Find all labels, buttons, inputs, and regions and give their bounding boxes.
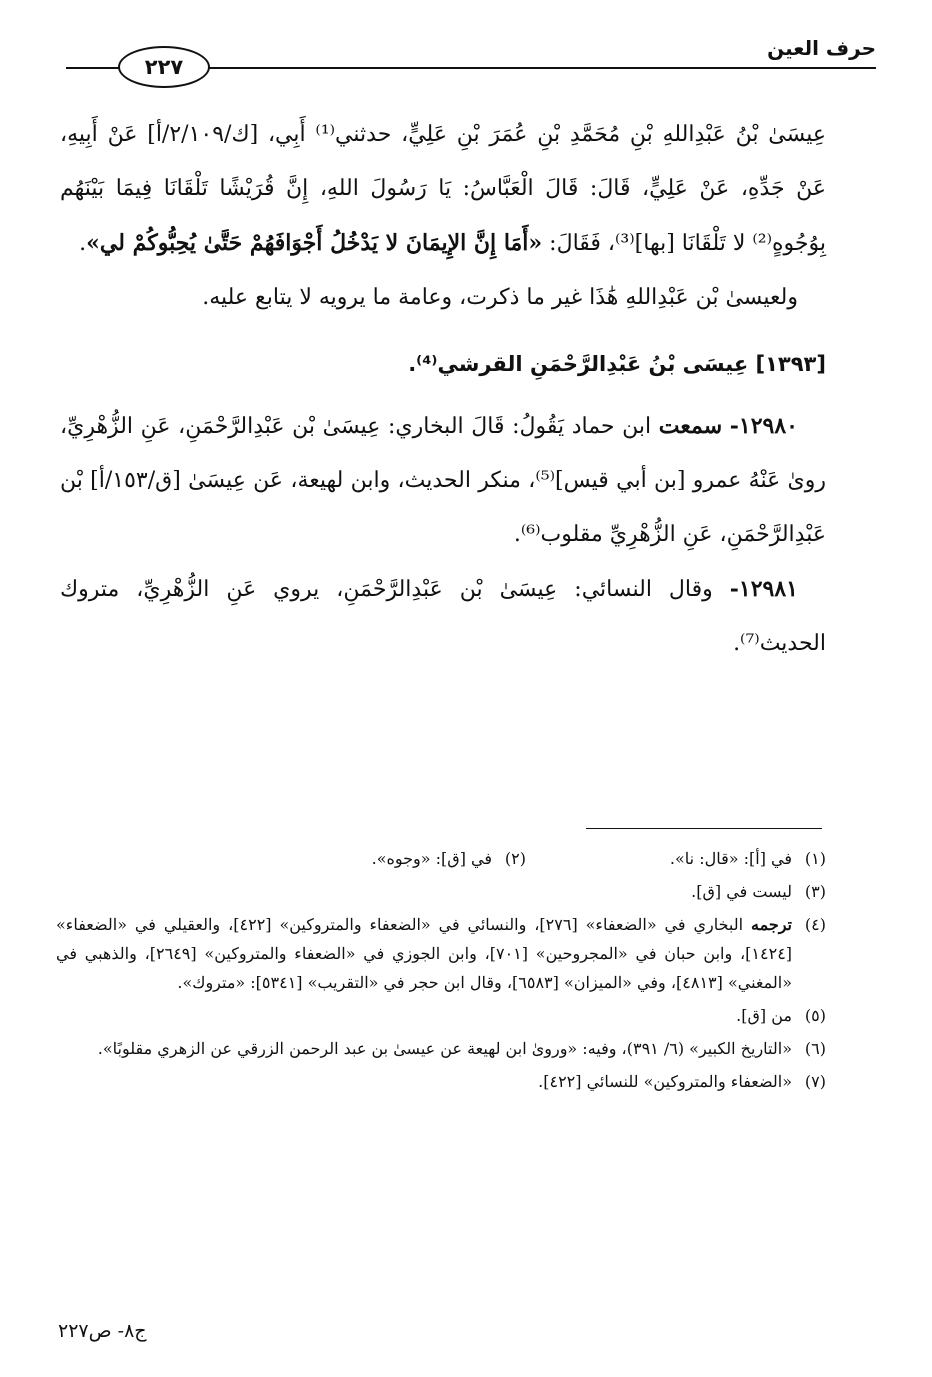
footnote-2-number: (٢) [504,849,526,868]
paragraph-1 [60,108,826,271]
footnote-5-number: (٥) [804,1006,826,1025]
footnote-3-number: (٣) [804,882,826,901]
page-number-oval [118,46,210,88]
footnote-6-number: (٦) [804,1039,826,1058]
footnote-rule [586,828,822,829]
footnote-4-body [56,910,792,997]
entry-12980 [60,399,826,562]
footnote-4-lead: ترجمه [751,915,792,934]
footnote-3 [56,877,826,906]
paragraph-1-end: . [79,231,87,256]
entry-12981-number: ١٢٩٨١- [729,576,798,602]
volume-page-reference: ج٨- ص٢٢٧ [58,1320,147,1342]
entry-12980-number: ١٢٩٨٠- [729,413,798,439]
paragraph-1-text: عِيسَىٰ بْنُ عَبْدِاللهِ بْنِ مُحَمَّدِ بْنِ عُمَرَ بْنِ عَلِيٍّ، حدثني⁽¹⁾ أَبِي، [ك/٢/١٠٩/أ] عَنْ أَبِيهِ، عَنْ جَدِّهِ، عَنْ عَلِيٍّ، قَالَ: قَالَ الْعَبَّاسُ: يَا رَسُولَ اللهِ، إِنَّ قُرَيْشًا تَلْقَانَا فِيمَا بَيْنَهُم بِوُجُوهٍ⁽²⁾ لا تَلْقَانَا [بها]⁽³⁾، فَقَالَ: [60,122,826,256]
footnote-6 [56,1034,826,1063]
entry-12980-lead: سمعت [658,413,723,439]
footnote-6-text: «التاريخ الكبير» (٦/ ٣٩١)، وفيه: «وروىٰ ابن لهيعة عن عيسىٰ بن عبد الرحمن الزرقي عن الزهري مقلوبًا». [97,1039,792,1058]
footnote-7 [56,1067,826,1096]
main-text [60,108,826,671]
page-number: ٢٢٧ [144,55,184,79]
entry-12981 [60,562,826,671]
footnotes [56,844,826,1100]
entry-heading: [١٣٩٣] عِيسَى بْنُ عَبْدِالرَّحْمَنِ القرشي⁽⁴⁾. [408,352,826,376]
footnote-3-text: ليست في [ق]. [691,882,792,901]
footnote-2 [226,844,526,873]
footnote-4-text: البخاري في «الضعفاء» [٢٧٦]، والنسائي في «الضعفاء والمتروكين» [٤٢٢]، والعقيلي في «الضعفاء» [١٤٢٤]، وابن حبان في «المجروحين» [٧٠١]، وابن الجوزي في «الضعفاء والمتروكين» [٢٦٤٩]، والذهبي في «المغني» [٤٨١٣]، وفي «الميزان» [٦٥٨٣]، وقال ابن حجر في «التقريب» [٥٣٤١]: «متروك». [56,915,793,992]
footnote-row-1-2 [56,844,826,873]
footnote-1 [526,844,826,873]
entry-12981-text: وقال النسائي: عِيسَىٰ بْن عَبْدِالرَّحْمَنِ، يروي عَنِ الزُّهْرِيِّ، متروك الحديث⁽⁷⁾. [60,577,826,656]
paragraph-2: ولعيسىٰ بْن عَبْدِاللهِ هَٰذَا غير ما ذكرت، وعامة ما يرويه لا يتابع عليه. [202,285,798,310]
entry-12980-text: ابن حماد يَقُولُ: قَالَ البخاري: عِيسَىٰ بْن عَبْدِالرَّحْمَنِ، عَنِ الزُّهْرِيِّ، روىٰ عَنْهُ عمرو [بن أبي قيس]⁽⁵⁾، منكر الحديث، وابن لهيعة، عَن عِيسَىٰ [ق/١٥٣/أ] بْن عَبْدِالرَّحْمَنِ، عَنِ الزُّهْرِيِّ مقلوب⁽⁶⁾. [60,414,826,547]
footnote-4-number: (٤) [804,915,826,934]
footnote-5-text: من [ق]. [736,1006,792,1025]
footnote-4 [56,910,826,997]
footnote-2-text: في [ق]: «وجوه». [371,849,492,868]
footnote-1-text: في [أ]: «قال: نا». [669,849,792,868]
chapter-title: حرف العين [767,36,876,60]
footnote-1-number: (١) [804,849,826,868]
hadith-quote: «أَمَا إِنَّ الإِيمَانَ لا يَدْخُلُ أَجْوَافَهُمْ حَتَّىٰ يُحِبُّوكُمْ لي» [86,230,543,256]
footnote-5 [56,1001,826,1030]
footnote-7-text: «الضعفاء والمتروكين» للنسائي [٤٢٢]. [538,1072,792,1091]
footnote-7-number: (٧) [804,1072,826,1091]
